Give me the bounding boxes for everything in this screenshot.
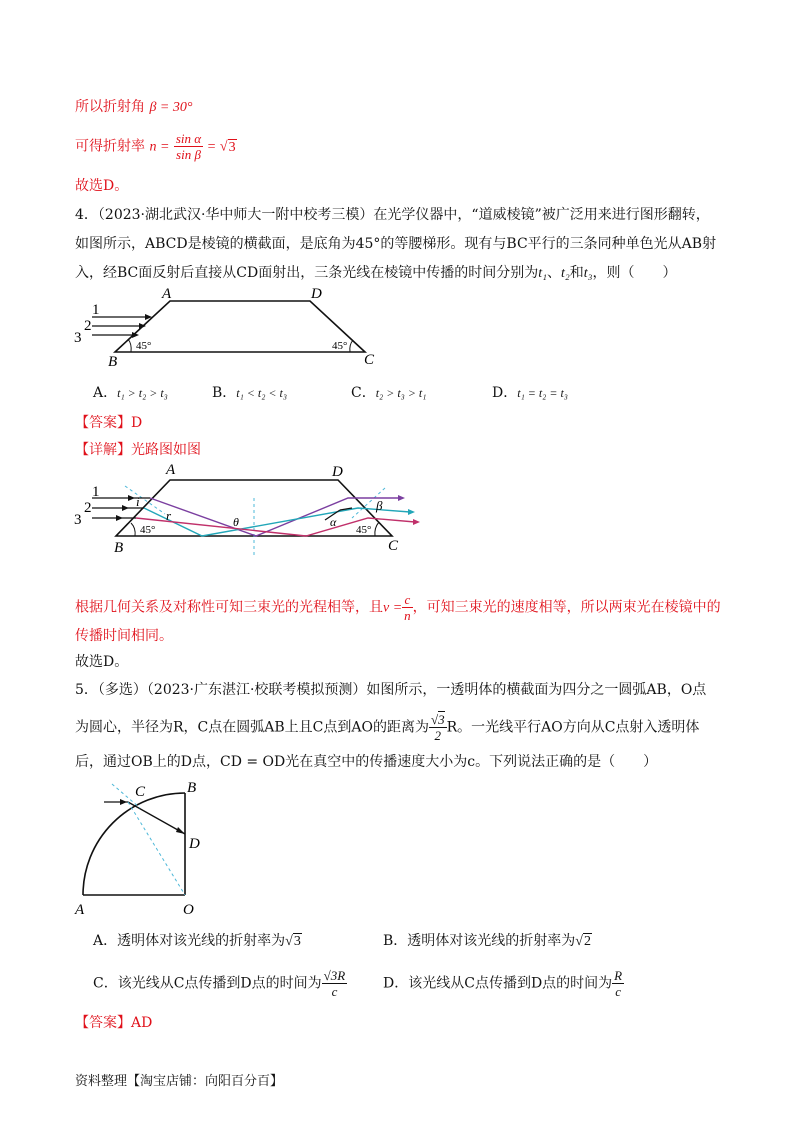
point-c-label: C (135, 784, 146, 800)
light-path-figure (70, 458, 430, 558)
distance-fraction: $\frac{√3}{2}$ (430, 712, 445, 743)
q5-stem-line2: 为圆心，半径为R，C点在圆弧AB上且C点到AO的距离为 $\frac{√3}{2}$ R。一光线平行AO方向从C点射入透明体 (75, 712, 700, 743)
q4-conclusion: 故选D。 (75, 654, 129, 670)
vertex-a-label: A (162, 286, 172, 302)
point-a-label: A (75, 902, 85, 918)
q4-explanation-line2: 传播时间相同。 (75, 628, 173, 644)
ray-1-label: 1 (92, 302, 100, 318)
q5-stem-line1: 5．（多选）（2023·广东湛江·校联考模拟预测）如图所示，一透明体的横截面为四分之一圆弧AB，O点 (75, 682, 707, 698)
angle-theta-label: θ (233, 515, 239, 529)
vertex-d-label: D (311, 286, 322, 302)
q4-stem-line2: 如图所示，ABCD是棱镜的横截面，是底角为45°的等腰梯形。现有与BC平行的三条同种单色光从AB射 (75, 236, 717, 252)
ray-2-label-2: 2 (84, 500, 92, 516)
vertex-a2-label: A (166, 462, 176, 478)
vertex-d2-label: D (332, 464, 343, 480)
angle-alpha-label: α (330, 515, 337, 529)
q5-option-d[interactable]: D．该光线从C点传播到D点的时间为 $\frac{R}{c}$ (383, 968, 623, 999)
q4-stem-line1: 4．（2023·湖北武汉·华中师大一附中校考三模）在光学仪器中，“道威棱镜”被广泛用来进行图形翻转， (75, 207, 710, 223)
q4-detail: 【详解】光路图如图 (75, 442, 201, 458)
q4-answer: 【答案】D (75, 415, 143, 431)
vertex-b2-label: B (114, 540, 124, 556)
vertex-c-label: C (364, 352, 375, 368)
sol3-line1: 所以折射角 β = 30° (75, 99, 193, 115)
point-b-label: B (187, 780, 197, 796)
refraction-angle-math: β = 30° (149, 100, 193, 115)
sol3-conclusion: 故选D。 (75, 178, 129, 194)
angle-b2-label: 45° (140, 524, 156, 536)
q5-option-b[interactable]: B．透明体对该光线的折射率为√2 (383, 933, 591, 949)
q4-option-a[interactable]: A．t₁ > t₂ > t₃ (93, 385, 168, 401)
sin-fraction: $\frac{\text{sin α}}{\text{sin β}}$ (175, 131, 202, 162)
sqrt-expression: √3 (219, 139, 236, 155)
velocity-fraction: $\frac{c}{n}$ (404, 592, 411, 623)
vertex-b-label: B (108, 354, 118, 368)
angle-i-label: i (136, 494, 140, 509)
q5-option-a[interactable]: A．透明体对该光线的折射率为√3 (93, 933, 301, 949)
q4-option-c[interactable]: C．t₂ > t₃ > t₁ (351, 385, 427, 401)
q5-stem-line3: 后，通过OB上的D点，CD = OD光在真空中的传播速度大小为c。下列说法正确的是（ ） (75, 754, 658, 770)
quarter-circle-figure (70, 778, 220, 920)
sol3-line2: 可得折射率 n = $\frac{\text{sin α}}{\text{sin β}}$ = √3 (75, 131, 236, 162)
q5-answer: 【答案】AD (75, 1015, 153, 1031)
angle-c-label: 45° (332, 340, 348, 352)
q4-stem-line3: 入，经BC面反射后直接从CD面射出，三条光线在棱镜中传播的时间分别为t₁、t₂和t₃，则（ ） (75, 265, 677, 281)
ray-3-label-2: 3 (74, 512, 82, 528)
angle-b-label: 45° (136, 340, 152, 352)
q4-option-b[interactable]: B．t₁ < t₂ < t₃ (212, 385, 288, 401)
angle-c2-label: 45° (356, 524, 372, 536)
ray-3-label: 3 (74, 330, 82, 346)
q5-option-c[interactable]: C．该光线从C点传播到D点的时间为 $\frac{√3R}{c}$ (93, 968, 346, 999)
footer-note: 资料整理【淘宝店铺：向阳百分百】 (75, 1074, 284, 1089)
ray-2-label: 2 (84, 318, 92, 334)
angle-r-label: r (166, 508, 172, 523)
point-o-label: O (183, 902, 194, 918)
vertex-c2-label: C (388, 538, 399, 554)
q4-explanation-line1: 根据几何关系及对称性可知三束光的光程相等，且v = $\frac{c}{n}$ ，可知三束光的速度相等，所以两束光在棱镜中的 (75, 592, 721, 623)
point-d-label: D (189, 836, 200, 852)
q4-option-d[interactable]: D．t₁ = t₂ = t₃ (492, 385, 568, 401)
ray-1-label-2: 1 (92, 484, 100, 500)
dove-prism-figure (70, 284, 390, 368)
angle-beta-label: β (376, 498, 383, 513)
